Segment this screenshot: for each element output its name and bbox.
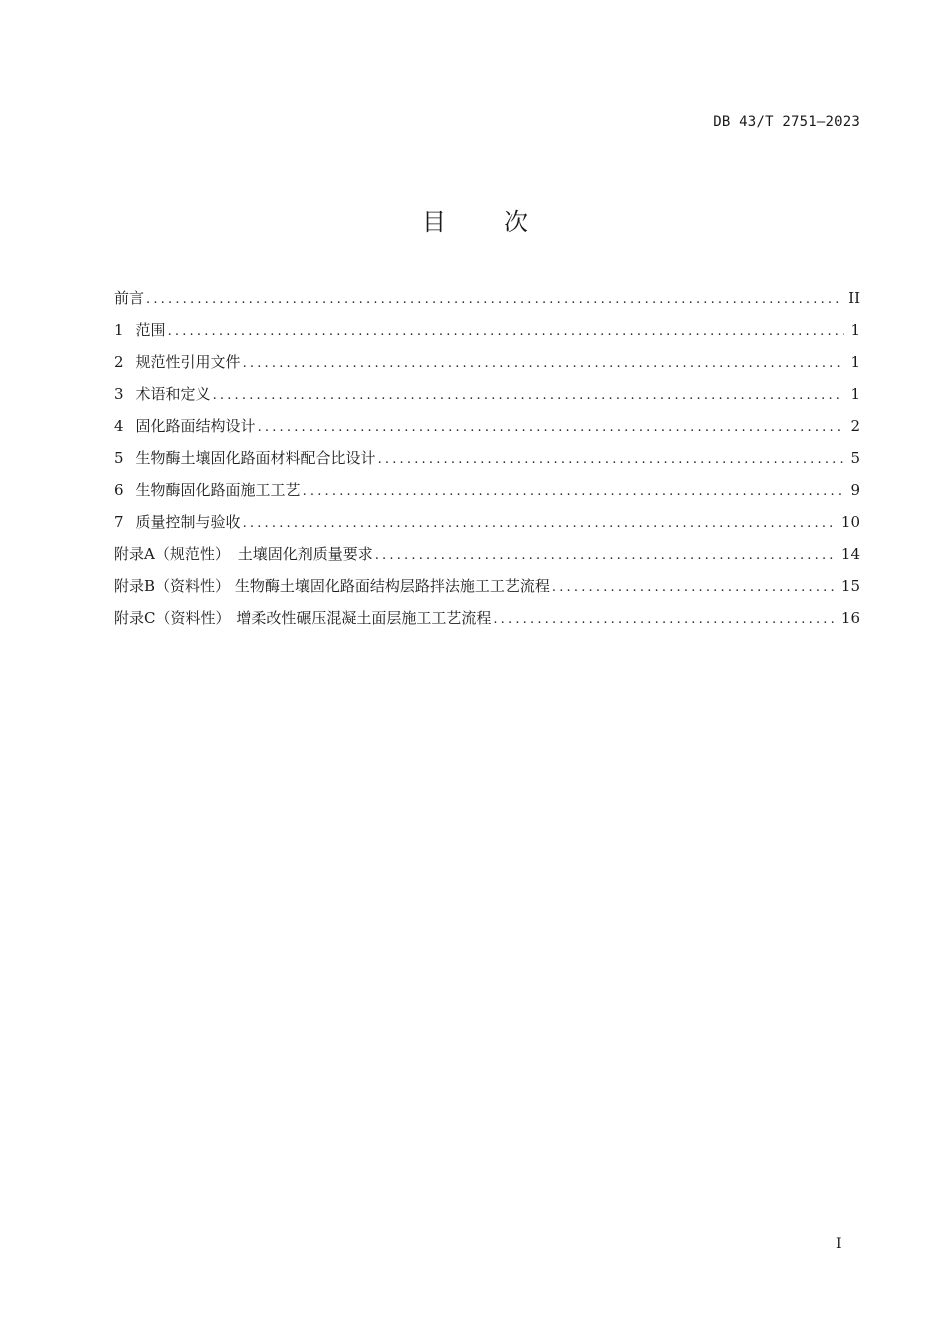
toc-entry-page: II xyxy=(848,289,860,307)
toc-entry-label: 生物酶土壤固化路面材料配合比设计 xyxy=(135,449,376,467)
toc-appendix-label: 增柔改性碾压混凝土面层施工工艺流程 xyxy=(236,609,492,627)
toc-entry-number: 3 xyxy=(114,385,124,403)
toc-entry-page: 10 xyxy=(840,513,860,531)
toc-appendix-c[interactable] xyxy=(114,606,860,638)
toc-entry-page: 14 xyxy=(840,545,860,563)
toc-leader-dots xyxy=(213,384,845,408)
toc-entry-page: 1 xyxy=(850,385,860,403)
toc-appendix-prefix: 附录B（资料性） xyxy=(114,577,231,595)
toc-leader-dots xyxy=(258,416,845,440)
toc-appendix-label: 生物酶土壤固化路面结构层路拌法施工工艺流程 xyxy=(234,577,550,595)
toc-entry-3[interactable] xyxy=(114,382,860,414)
toc-entry-label: 范围 xyxy=(135,321,166,339)
toc-entry-number: 1 xyxy=(114,321,124,339)
toc-entry-page: 1 xyxy=(850,321,860,339)
toc-leader-dots xyxy=(493,608,835,632)
toc-entry-number: 2 xyxy=(114,353,124,371)
toc-entry-number: 4 xyxy=(114,417,124,435)
toc-appendix-prefix: 附录C（资料性） xyxy=(114,609,231,627)
toc-entry-page: 5 xyxy=(850,449,860,467)
table-of-contents xyxy=(114,286,860,638)
toc-entry-foreword[interactable] xyxy=(114,286,860,318)
toc-entry-label: 质量控制与验收 xyxy=(135,513,241,531)
toc-entry-page: 2 xyxy=(850,417,860,435)
toc-appendix-a[interactable] xyxy=(114,542,860,574)
toc-entry-label: 生物酶固化路面施工工艺 xyxy=(135,481,301,499)
toc-entry-5[interactable] xyxy=(114,446,860,478)
toc-entry-label: 前言 xyxy=(114,289,145,307)
toc-entry-label: 规范性引用文件 xyxy=(135,353,241,371)
toc-leader-dots xyxy=(375,544,835,568)
toc-entry-2[interactable] xyxy=(114,350,860,382)
toc-leader-dots xyxy=(243,512,835,536)
toc-entry-4[interactable] xyxy=(114,414,860,446)
toc-entry-page: 1 xyxy=(850,353,860,371)
page-title: 目次 xyxy=(422,208,586,236)
document-id: DB 43/T 2751—2023 xyxy=(713,114,860,130)
toc-entry-1[interactable] xyxy=(114,318,860,350)
toc-leader-dots xyxy=(243,352,845,376)
toc-appendix-b[interactable] xyxy=(114,574,860,606)
toc-leader-dots xyxy=(168,320,845,344)
toc-entry-number: 6 xyxy=(114,481,124,499)
toc-entry-7[interactable] xyxy=(114,510,860,542)
toc-entry-page: 16 xyxy=(840,609,860,627)
toc-entry-number: 5 xyxy=(114,449,124,467)
toc-entry-label: 术语和定义 xyxy=(135,385,211,403)
toc-leader-dots xyxy=(378,448,845,472)
toc-appendix-label: 土壤固化剂质量要求 xyxy=(237,545,373,563)
toc-leader-dots xyxy=(552,576,835,600)
toc-entry-6[interactable] xyxy=(114,478,860,510)
toc-entry-page: 15 xyxy=(840,577,860,595)
page-number: I xyxy=(836,1236,842,1252)
toc-entry-page: 9 xyxy=(850,481,860,499)
toc-leader-dots xyxy=(146,288,842,312)
toc-entry-label: 固化路面结构设计 xyxy=(135,417,256,435)
toc-appendix-prefix: 附录A（规范性） xyxy=(114,545,230,563)
toc-entry-number: 7 xyxy=(114,513,124,531)
toc-leader-dots xyxy=(303,480,845,504)
